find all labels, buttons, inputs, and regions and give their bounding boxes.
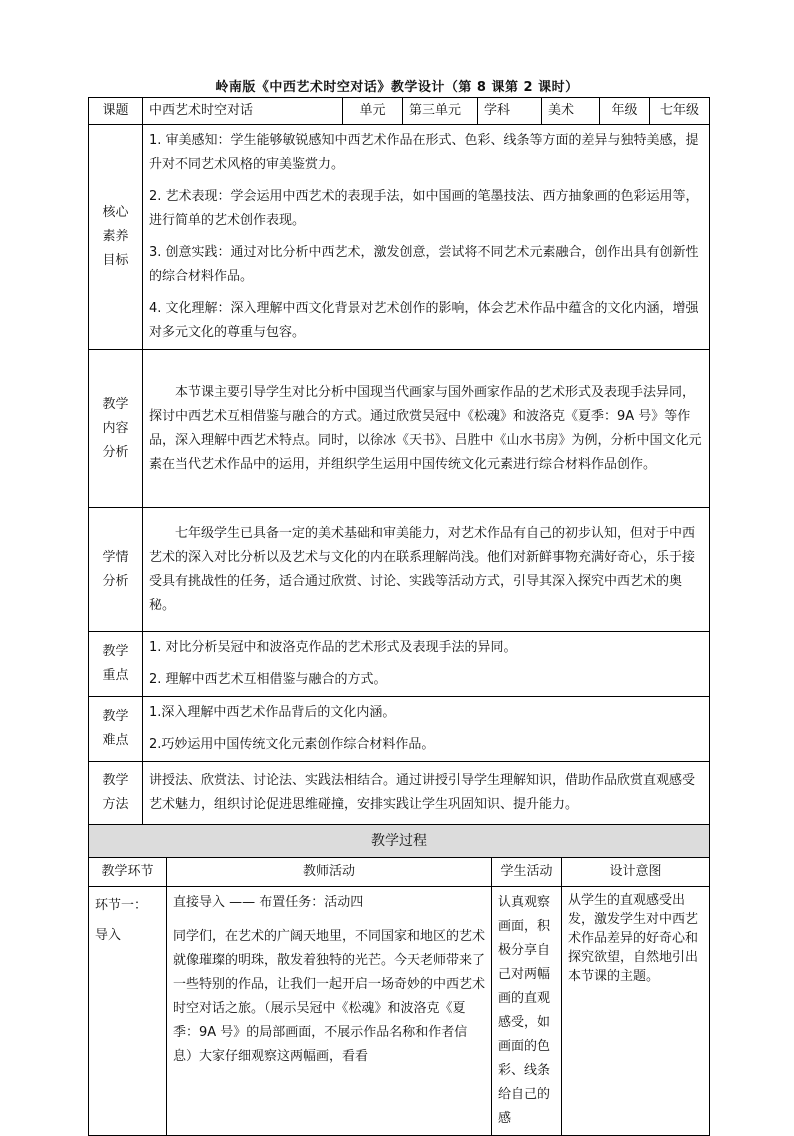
keypoints-label: 教学 重点 [89, 632, 143, 697]
design-intent-text: 从学生的直观感受出发，激发学生对中西艺术作品差异的好奇心和探究欲望，自然地引出本节课的主题。 [568, 893, 699, 984]
grade-value: 七年级 [650, 98, 710, 125]
header-row [89, 98, 710, 125]
course-value: 中西艺术时空对话 [143, 98, 343, 125]
difficulty-2: 2.巧妙运用中国传统文化元素创作综合材料作品。 [149, 737, 435, 752]
student-activity [492, 887, 562, 1136]
keypoints-row [89, 632, 710, 697]
stage-cell [89, 887, 167, 1136]
keypoints-content [143, 632, 710, 697]
difficulties-label: 教学 难点 [89, 697, 143, 762]
core-content [143, 125, 710, 350]
learner-analysis [143, 508, 710, 632]
stage-one-row [89, 887, 710, 1136]
student-activity-text: 认真观察画面，积极分享自己对两幅画的直观感受，如画面的色彩、线条给自己的感 [498, 895, 551, 1126]
core-item-4: 4. 文化理解：深入理解中西文化背景对艺术创作的影响，体会艺术作品中蕴含的文化内涵，增强对多元文化的尊重与包容。 [149, 301, 699, 340]
methods-text: 讲授法、欣赏法、讨论法、实践法相结合。通过讲授引导学生理解知识，借助作品欣赏直观感受艺术魅力，组织讨论促进思维碰撞，安排实践让学生巩固知识、提升能力。 [149, 773, 696, 812]
document-title: 岭南版《中西艺术时空对话》教学设计（第 8 课第 2 课时） [215, 80, 579, 95]
learner-row [89, 508, 710, 632]
col-teacher: 教师活动 [167, 858, 492, 887]
core-item-2: 2. 艺术表现：学会运用中西艺术的表现手法，如中国画的笔墨技法、西方抽象画的色彩运用等，进行简单的艺术创作表现。 [149, 189, 699, 228]
teacher-activity-title: 直接导入 —— 布置任务：活动四 [173, 895, 364, 910]
keypoint-1: 1. 对比分析吴冠中和波洛克作品的艺术形式及表现手法的异同。 [149, 640, 517, 655]
subject-label: 学科 [478, 98, 542, 125]
process-columns-row [89, 858, 710, 887]
content-row [89, 350, 710, 508]
teacher-activity-text: 同学们，在艺术的广阔天地里，不同国家和地区的艺术就像璀璨的明珠，散发着独特的光芒。今天老师带来了一些特别的作品，让我们一起开启一场奇妙的中西艺术时空对话之旅。（展示吴冠中《松魂》和波洛克《夏季：9A 号》的局部画面，不展示作品名称和作者信息）大家仔细观察这两幅画，看看 [173, 929, 486, 1064]
col-intent: 设计意图 [562, 858, 710, 887]
grade-label: 年级 [600, 98, 650, 125]
core-item-3: 3. 创意实践：通过对比分析中西艺术，激发创意，尝试将不同艺术元素融合，创作出具有创新性的综合材料作品。 [149, 245, 699, 284]
core-item-1: 1. 审美感知：学生能够敏锐感知中西艺术作品在形式、色彩、线条等方面的差异与独特美感，提升对不同艺术风格的审美鉴赏力。 [149, 133, 699, 172]
learner-label: 学情 分析 [89, 508, 143, 632]
methods-row [89, 762, 710, 825]
stage-label: 环节一： 导入 [95, 898, 148, 943]
process-header-row [89, 825, 710, 858]
difficulty-1: 1.深入理解中西艺术作品背后的文化内涵。 [149, 705, 396, 720]
difficulties-content [143, 697, 710, 762]
difficulties-row [89, 697, 710, 762]
teacher-activity [167, 887, 492, 1136]
col-student: 学生活动 [492, 858, 562, 887]
unit-value: 第三单元 [403, 98, 478, 125]
design-intent [562, 887, 710, 1136]
methods-content [143, 762, 710, 825]
unit-label: 单元 [343, 98, 403, 125]
subject-value: 美术 [542, 98, 600, 125]
learner-text: 七年级学生已具备一定的美术基础和审美能力，对艺术作品有自己的初步认知，但对于中西艺术的深入对比分析以及艺术与文化的内在联系理解尚浅。他们对新鲜事物充满好奇心，乐于接受具有挑战性的任务，适合通过欣赏、讨论、实践等活动方式，引导其深入探究中西艺术的奥秘。 [149, 525, 696, 613]
core-label: 核心 素养 目标 [89, 125, 143, 350]
process-header: 教学过程 [89, 825, 710, 858]
content-text: 本节课主要引导学生对比分析中国现当代画家与国外画家作品的艺术形式及表现手法异同，探讨中西艺术互相借鉴与融合的方式。通过欣赏吴冠中《松魂》和波洛克《夏季：9A 号》等作品，深入理解中西艺术特点。同时，以徐冰《天书》、吕胜中《山水书房》为例，分析中国文化元素在当代艺术作品中的运用，并组织学生运用中国传统文化元素进行综合材料作品创作。 [149, 384, 702, 472]
course-label: 课题 [89, 98, 143, 125]
lesson-plan-table [88, 97, 710, 1136]
core-row [89, 125, 710, 350]
col-stage: 教学环节 [89, 858, 167, 887]
content-label: 教学 内容 分析 [89, 350, 143, 508]
keypoint-2: 2. 理解中西艺术互相借鉴与融合的方式。 [149, 672, 387, 687]
content-analysis [143, 350, 710, 508]
methods-label: 教学 方法 [89, 762, 143, 825]
